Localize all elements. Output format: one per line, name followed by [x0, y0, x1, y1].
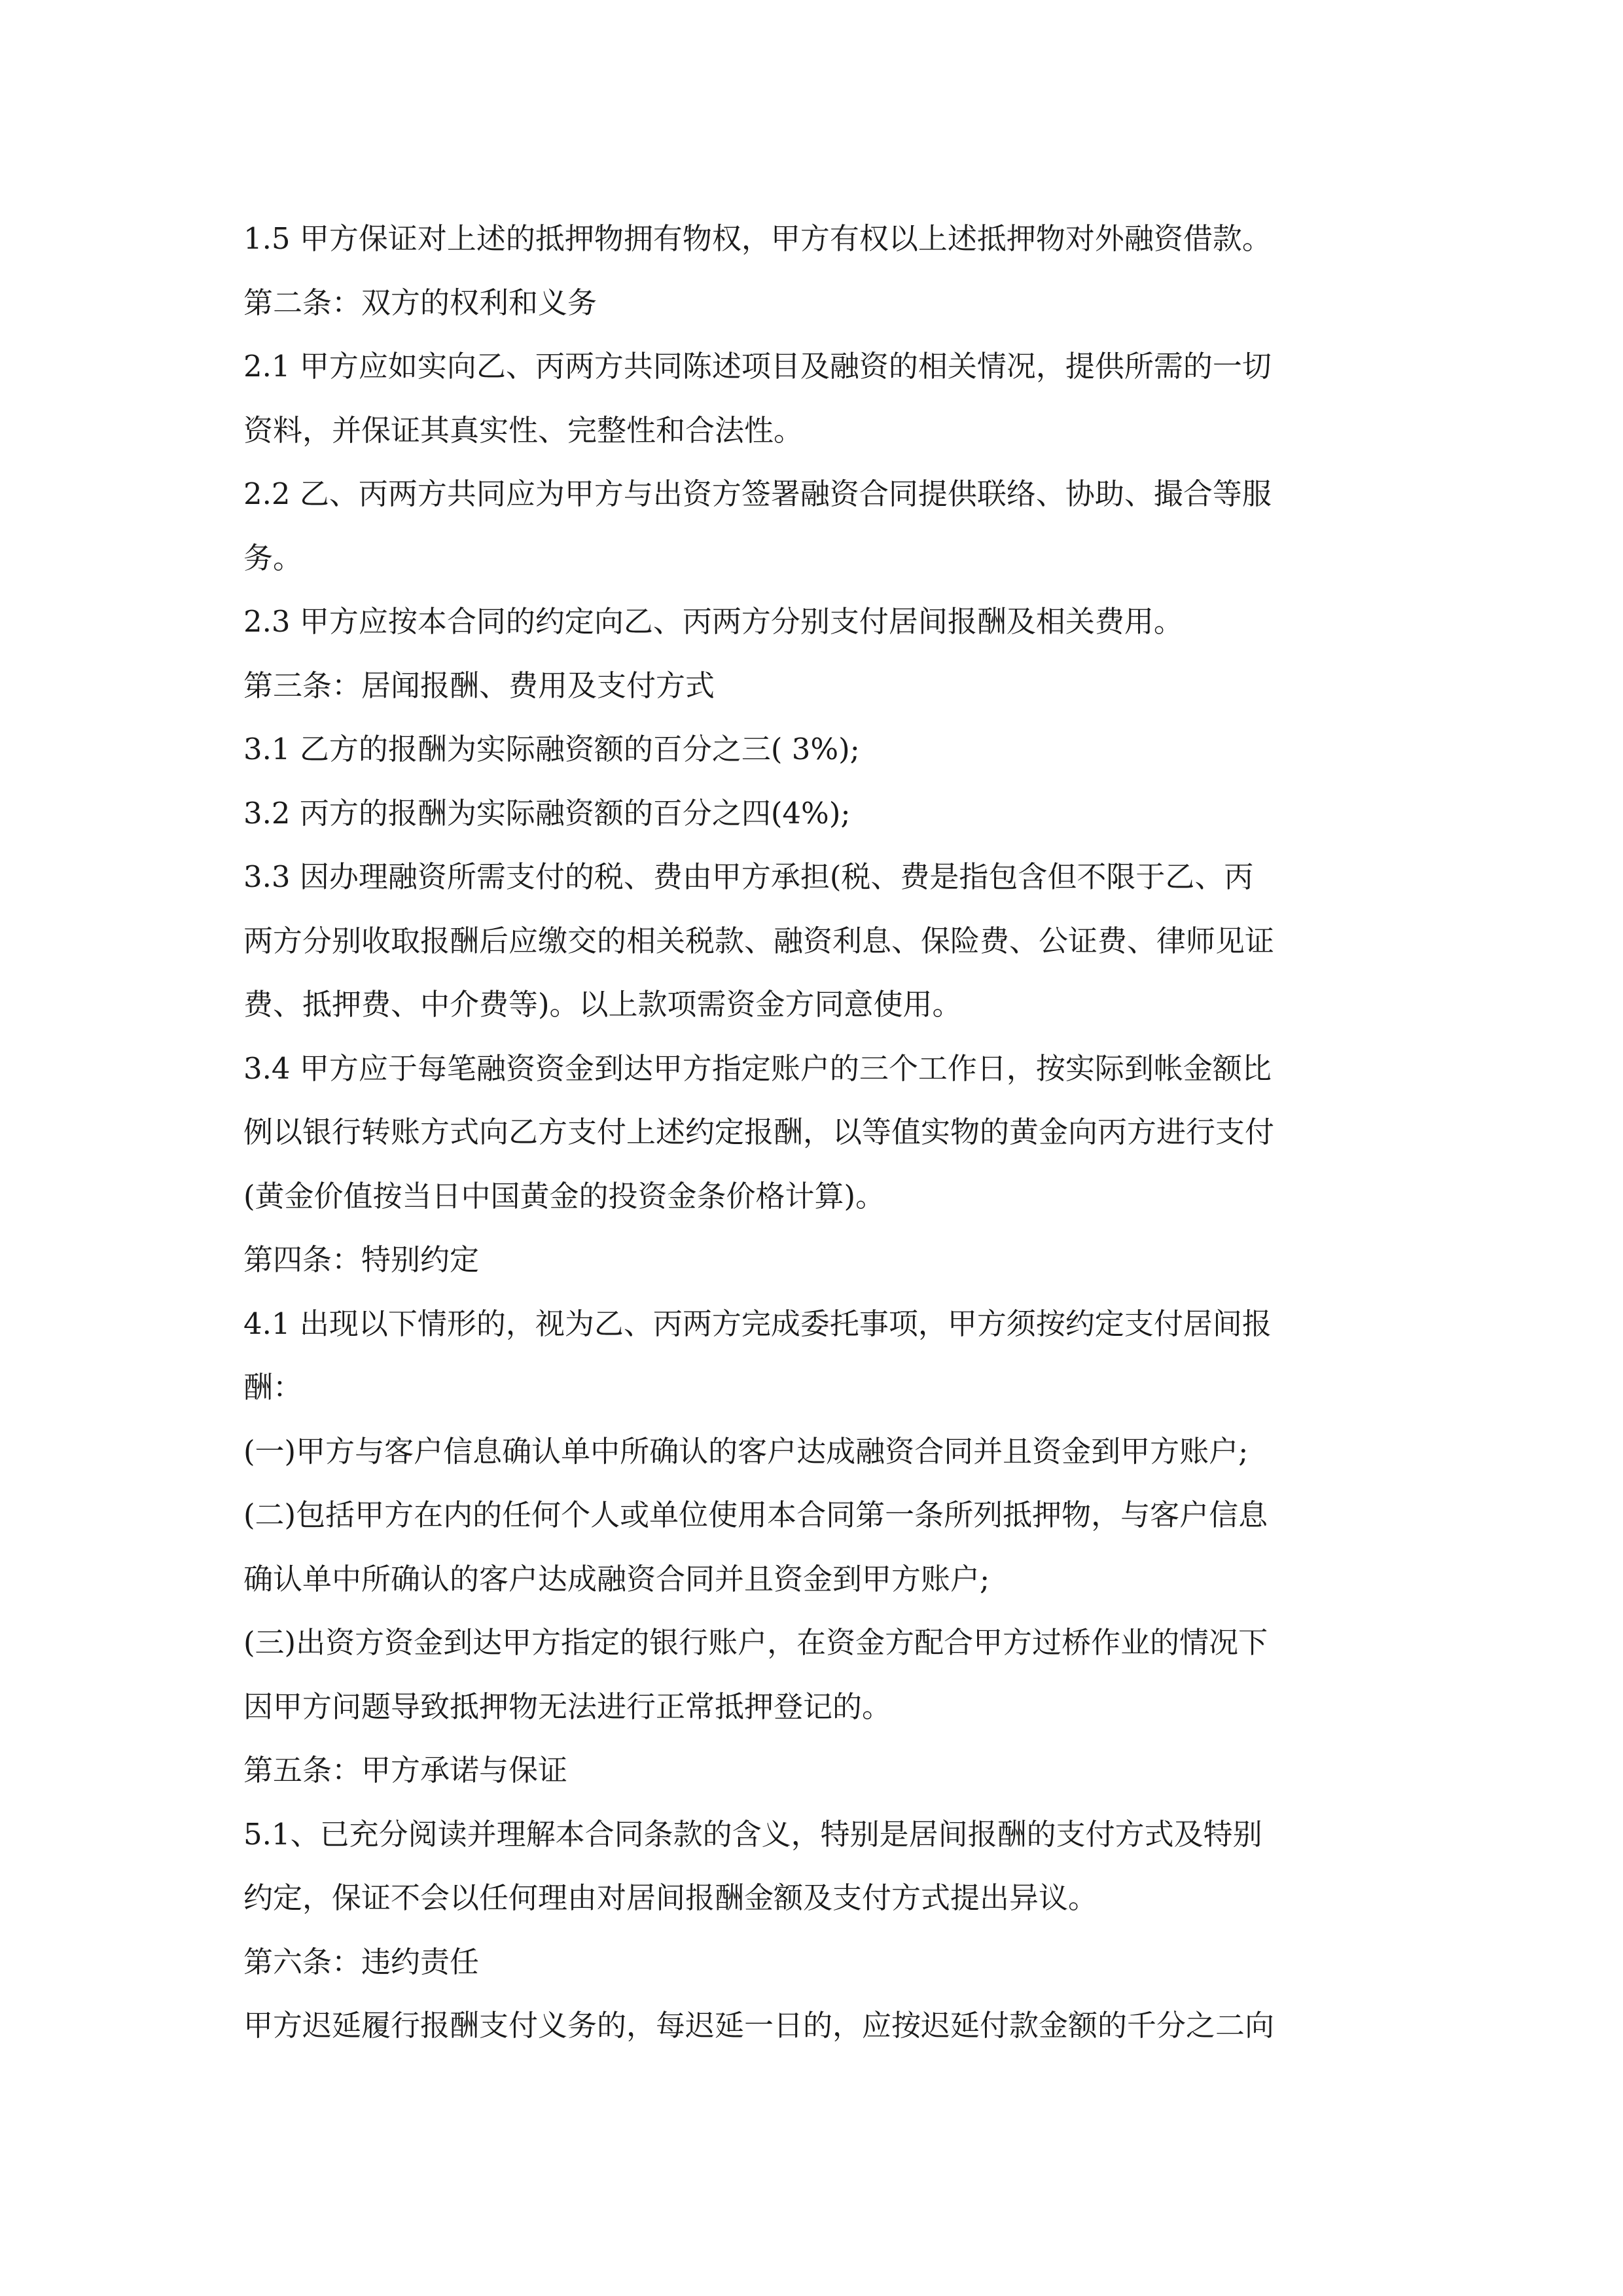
- article-5-heading: 第五条：甲方承诺与保证: [243, 1753, 568, 1787]
- article-6-line-1: 甲方迟延履行报酬支付义务的，每迟延一日的，应按迟延付款金额的千分之二向: [243, 2008, 1275, 2043]
- clause-3-1-line: 3.1 乙方的报酬为实际融资额的百分之三( 3%);: [243, 732, 860, 766]
- clause-4-1-item-2-line-2: 确认单中所确认的客户达成融资合同并且资金到甲方账户;: [243, 1561, 990, 1596]
- clause-3-3-line-2: 两方分别收取报酬后应缴交的相关税款、融资利息、保险费、公证费、律师见证: [243, 923, 1275, 958]
- contract-body: [243, 207, 1395, 2058]
- clause-5-1-line-2: 约定，保证不会以任何理由对居间报酬金额及支付方式提出异议。: [243, 1880, 1098, 1915]
- article-3-heading: 第三条：居闻报酬、费用及支付方式: [243, 668, 715, 703]
- clause-2-2-line-1: 2.2 乙、丙两方共同应为甲方与出资方签署融资合同提供联络、协助、撮合等服: [243, 476, 1272, 511]
- clause-4-1-item-3-line-1: (三)出资方资金到达甲方指定的银行账户，在资金方配合甲方过桥作业的情况下: [243, 1625, 1268, 1660]
- clause-3-4-line-2: 例以银行转账方式向乙方支付上述约定报酬，以等值实物的黄金向丙方进行支付: [243, 1115, 1275, 1149]
- clause-2-3-line: 2.3 甲方应按本合同的约定向乙、丙两方分别支付居间报酬及相关费用。: [243, 604, 1183, 639]
- clause-2-2-line-2: 务。: [243, 540, 303, 575]
- clause-3-2-line: 3.2 丙方的报酬为实际融资额的百分之四(4%);: [243, 795, 851, 831]
- clause-5-1-line-1: 5.1、已充分阅读并理解本合同条款的含义，特别是居间报酬的支付方式及特别: [243, 1816, 1262, 1852]
- clause-3-4-line-3: (黄金价值按当日中国黄金的投资金条价格计算)。: [243, 1178, 885, 1213]
- clause-2-1-line-2: 资料，并保证其真实性、完整性和合法性。: [243, 412, 804, 448]
- article-2-heading: 第二条：双方的权利和义务: [243, 285, 597, 320]
- clause-4-1-line-1: 4.1 出现以下情形的，视为乙、丙两方完成委托事项，甲方须按约定支付居间报: [243, 1306, 1272, 1341]
- clause-4-1-item-1: (一)甲方与客户信息确认单中所确认的客户达成融资合同并且资金到甲方账户;: [243, 1433, 1249, 1469]
- article-6-heading: 第六条：违约责任: [243, 1944, 480, 1979]
- clause-3-3-line-1: 3.3 因办理融资所需支付的税、费由甲方承担(税、费是指包含但不限于乙、丙: [243, 859, 1254, 894]
- clause-4-1-item-3-line-2: 因甲方问题导致抵押物无法进行正常抵押登记的。: [243, 1689, 892, 1724]
- clause-3-3-line-3: 费、抵押费、中介费等)。以上款项需资金方同意使用。: [243, 987, 962, 1022]
- clause-3-4-line-1: 3.4 甲方应于每笔融资资金到达甲方指定账户的三个工作日，按实际到帐金额比: [243, 1050, 1272, 1086]
- clause-4-1-item-2-line-1: (二)包括甲方在内的任何个人或单位使用本合同第一条所列抵押物，与客户信息: [243, 1498, 1268, 1532]
- clause-4-1-line-2: 酬：: [243, 1370, 303, 1405]
- article-4-heading: 第四条：特别约定: [243, 1242, 480, 1277]
- clause-1-5-line: 1.5 甲方保证对上述的抵押物拥有物权，甲方有权以上述抵押物对外融资借款。: [243, 221, 1272, 256]
- clause-2-1-line-1: 2.1 甲方应如实向乙、丙两方共同陈述项目及融资的相关情况，提供所需的一切: [243, 349, 1272, 384]
